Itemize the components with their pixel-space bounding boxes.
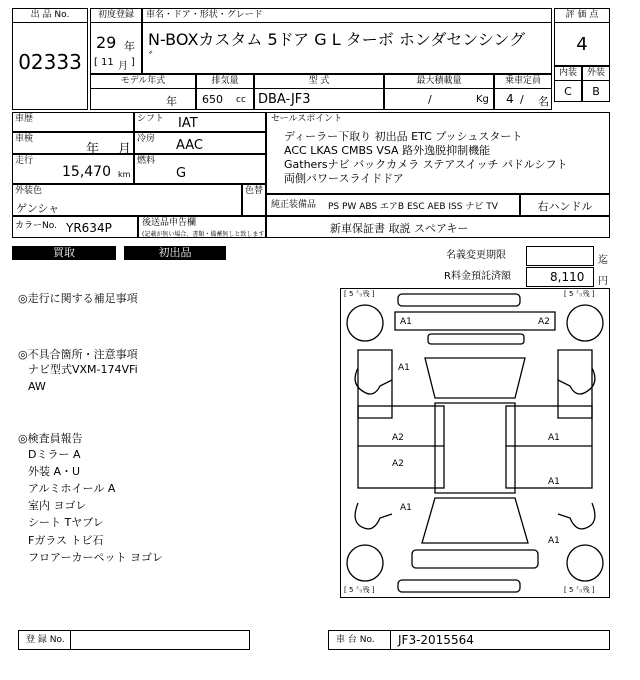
tire-tread-rear-right: [ 5 ㍉残 ] [564, 586, 595, 594]
first-registration-label: 初度登録 [97, 10, 134, 20]
model-code: DBA-JF3 [258, 92, 311, 107]
sales-points-label: セールスポイント [271, 114, 343, 124]
defect-item: ナビ型式VXM-174VFi [28, 363, 138, 376]
car-name-label: 車名・ドア・形状・グレード [146, 10, 263, 20]
lot-number-divider [12, 22, 88, 23]
lot-number: 02333 [18, 50, 82, 74]
model-code-label: 型 式 [308, 76, 330, 86]
ac-label: 冷房 [137, 134, 156, 144]
capacity-unit: 名 [538, 95, 549, 108]
displacement-label: 排気量 [211, 76, 239, 86]
roof [435, 403, 515, 493]
right-front-fender [558, 368, 595, 394]
model-year-label: モデル年式 [120, 76, 166, 86]
rear-left-tire [347, 545, 383, 581]
damage-mark: A1 [398, 363, 410, 373]
inspection-month-unit: 月 [118, 142, 132, 157]
recycle-fee: 8,110 [550, 270, 585, 284]
rear-right-tire [567, 545, 603, 581]
front-right-tire [567, 305, 603, 341]
left-side-body [358, 350, 392, 418]
aftermarket-note: (記載が無い場合、書類・備蓄無しと致します) [142, 231, 267, 238]
front-bumper [398, 294, 520, 306]
damage-mark: A1 [400, 317, 412, 327]
mileage-unit: km [118, 170, 131, 179]
defects-title: ◎不具合箇所・注意事項 [18, 348, 138, 361]
damage-mark: A1 [548, 477, 560, 487]
rear-bumper [398, 580, 520, 592]
equipment-label: 純正装備品 [271, 200, 317, 210]
first-registration-month-unit: 月 [118, 61, 128, 72]
capacity-label: 乗車定員 [504, 76, 541, 86]
row2-divider [90, 88, 552, 89]
car-diagram [340, 288, 610, 598]
inspector-item: シート Tヤブレ [28, 516, 104, 529]
max-load-unit: Kg [476, 94, 489, 105]
first-registration-year-unit: 年 [124, 40, 135, 53]
front-grille [428, 334, 524, 344]
sales-point-line: Gathersナビ バックカメラ ステアスイッチ パドルシフト [284, 158, 568, 171]
sales-point-line: ディーラー下取り 初出品 ETC プッシュスタート [284, 130, 523, 143]
right-side-body [558, 350, 592, 418]
sales-point-line: ACC LKAS CMBS VSA 路外逸脱抑制機能 [284, 144, 491, 157]
defect-item: AW [28, 380, 46, 393]
color: ゲンシャ [16, 202, 60, 215]
inspector-item: 室内 ヨゴレ [28, 499, 87, 512]
recycle-fee-unit: 円 [598, 276, 608, 287]
max-load-separator: / [428, 93, 432, 106]
windshield [425, 358, 525, 398]
left-rear-fender [355, 503, 392, 529]
color-change-label: 色替 [244, 186, 263, 196]
rear-window [422, 498, 528, 543]
lot-number-label: 出 品 No. [30, 10, 70, 20]
car-name: N-BOXカスタム 5ドア G L ターボ ホンダセンシング [148, 30, 526, 49]
driving-notes-title: ◎走行に関する補足事項 [18, 292, 138, 305]
exterior-label: 外装 [586, 68, 605, 78]
max-load-label: 最大積載量 [416, 76, 462, 86]
color-no: YR634P [66, 221, 112, 235]
name-change-label: 名義変更期限 [446, 250, 506, 261]
sales-point-line: 両側パワースライドドア [284, 172, 404, 185]
inspector-item: 外装 A・U [28, 465, 81, 478]
first-registration-year: 29 [96, 33, 117, 52]
inspector-title: ◎検査員報告 [18, 432, 83, 445]
inspection-year-unit: 年 [86, 142, 100, 157]
damage-mark: A1 [548, 433, 560, 443]
fuel: G [176, 166, 187, 181]
shift-label: シフト [137, 114, 165, 124]
history-label: 車歴 [15, 114, 34, 124]
grade-divider [554, 22, 610, 23]
inspector-item: フロアーカーペット ヨゴレ [28, 551, 163, 564]
inspection-label: 車検 [15, 134, 34, 144]
front-left-tire [347, 305, 383, 341]
purchase-bar: 買取 [12, 246, 116, 260]
damage-mark: A2 [392, 459, 404, 469]
grade-score: 4 [576, 34, 588, 55]
extras: 新車保証書 取説 スペアキー [330, 222, 469, 235]
equipment: PS PW ABS エアB ESC AEB ISS ナビ TV [328, 202, 498, 212]
exterior-grade: B [592, 85, 600, 98]
ac: AAC [176, 138, 203, 153]
right-rear-fender [558, 503, 595, 529]
inspector-item: アルミホイール A [28, 482, 116, 495]
name-change-box [526, 246, 594, 266]
recycle-fee-label: R料金預託済額 [444, 271, 511, 282]
first-registration-divider [90, 22, 142, 23]
interior-label: 内装 [558, 68, 577, 78]
damage-mark: A2 [538, 317, 550, 327]
left-front-fender [355, 368, 392, 394]
damage-mark: A1 [548, 536, 560, 546]
reg-no-divider [70, 630, 71, 650]
displacement: 650 [202, 93, 223, 106]
mileage: 15,470 [62, 164, 111, 180]
capacity: 4 [506, 92, 514, 106]
chassis-no-label: 車 台 No. [336, 635, 375, 645]
handle: 右ハンドル [537, 200, 593, 213]
aftermarket-label: 後送品申告欄 [142, 218, 197, 228]
inspector-item: Fガラス トビ石 [28, 534, 104, 547]
tire-tread-rear-left: [ 5 ㍉残 ] [344, 586, 375, 594]
mileage-label: 走行 [15, 156, 34, 166]
first-registration-month-open: [ [94, 57, 98, 68]
car-name-divider [142, 22, 552, 23]
model-year-unit: 年 [166, 95, 177, 108]
capacity-separator: / [520, 93, 524, 106]
hood [395, 312, 555, 330]
damage-mark: A1 [400, 503, 412, 513]
first-registration-month-close: ] [131, 57, 135, 68]
interior-exterior-divider [554, 80, 610, 81]
tire-tread-front-right: [ 5 ㍉残 ] [564, 290, 595, 298]
displacement-unit: cc [236, 95, 246, 105]
reg-no-label: 登 録 No. [26, 635, 65, 645]
car-name-continuation: ゛ [148, 51, 162, 67]
color-label: 外装色 [15, 186, 43, 196]
first-listing-bar: 初出品 [124, 246, 226, 260]
color-no-label: カラーNo. [15, 221, 57, 231]
name-change-unit: 迄 [598, 255, 608, 266]
chassis-no: JF3-2015564 [398, 633, 474, 647]
fuel-label: 燃料 [137, 156, 156, 166]
shift: IAT [178, 116, 198, 131]
tire-tread-front-left: [ 5 ㍉残 ] [344, 290, 375, 298]
first-registration-month: 11 [101, 57, 114, 68]
interior-grade: C [564, 85, 572, 98]
rear-panel [412, 550, 538, 568]
chassis-no-divider [390, 630, 391, 650]
inspector-item: Dミラー A [28, 448, 81, 461]
damage-mark: A2 [392, 433, 404, 443]
grade-label: 評 価 点 [565, 10, 599, 20]
